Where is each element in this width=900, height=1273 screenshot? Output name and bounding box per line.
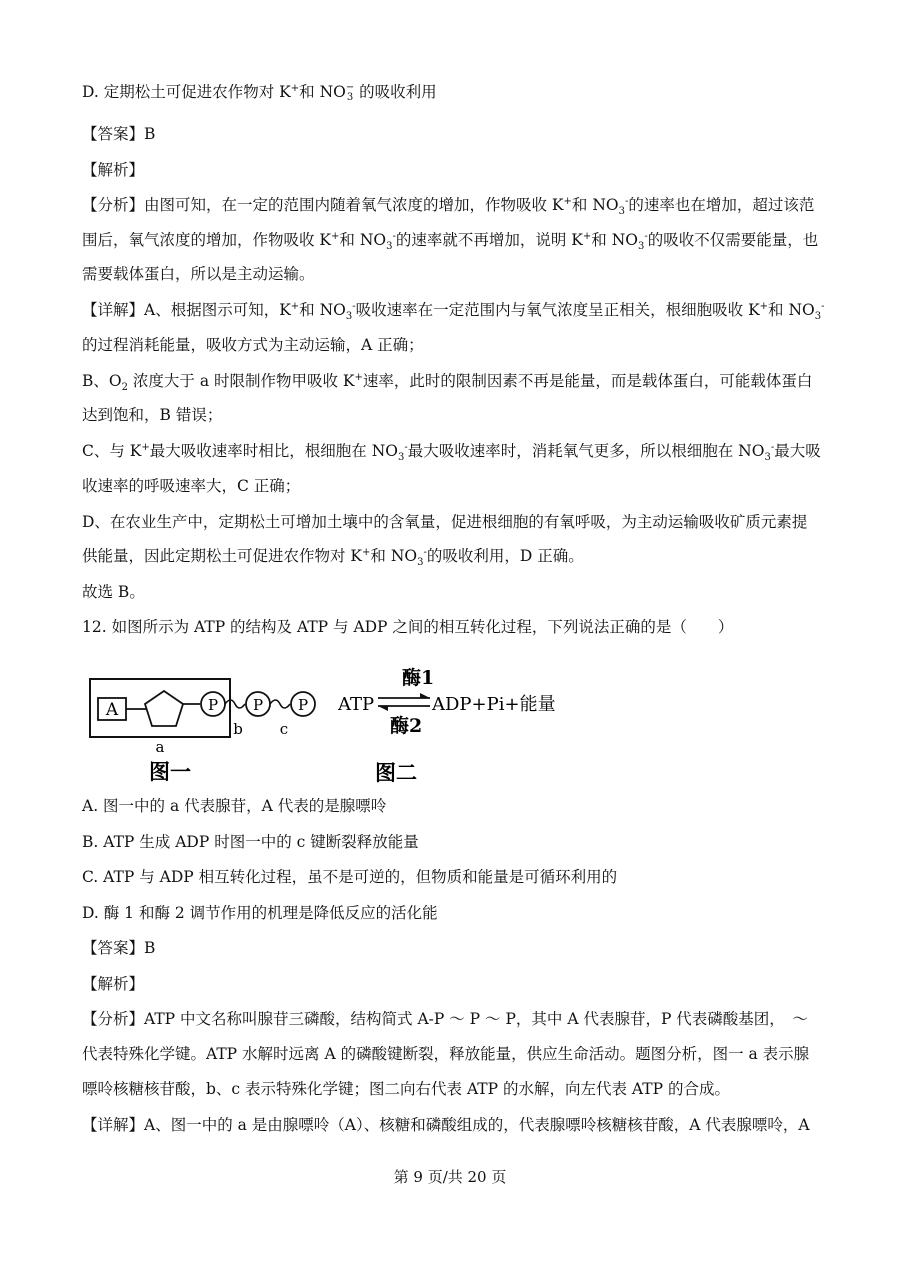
figure-two-right: ADP+Pi+能量 — [432, 694, 556, 715]
q11-detail-p3-l1: B、$O_2$ 浓度大于 a 时限制作物甲吸收 K+速率，此时的限制因素不再是能量，而是载体蛋白，可能载体蛋白 — [82, 371, 813, 394]
figure-two-atp-adp-conversion — [338, 662, 578, 786]
figure-two-left: ATP — [338, 694, 375, 715]
q11-detail-p2-l1: 【详解】A、根据图示可知，K+和 $NO_3^-$吸收速率在一定范围内与氧气浓度呈正相关，根细胞吸收 K+和 $NO_3^-$ — [82, 300, 825, 323]
svg-text:P: P — [297, 696, 309, 714]
q11-detail-p5-l2: 供能量，因此定期松土可促进农作物对 K+和 $NO_3^-$的吸收利用，D 正确。 — [82, 546, 584, 569]
figure-one-bond-b — [225, 700, 245, 708]
q12-analysis-label: 【解析】 — [82, 975, 145, 993]
q11-analysis-label: 【解析】 — [82, 161, 145, 179]
q11-detail-p5-l1: D、在农业生产中，定期松土可增加土壤中的含氧量，促进根细胞的有氧呼吸，为主动运输吸收矿质元素提 — [82, 513, 808, 531]
q11-option-d: D. 定期松土可促进农作物对 K+和 NO − 3 的吸收利用 — [82, 82, 437, 103]
figure-one-label-b: b — [233, 720, 243, 738]
q11-detail-p4-l2: 收速率的呼吸速率大，C 正确； — [82, 477, 301, 495]
q11-detail-p3-l2: 达到饱和，B 错误； — [82, 406, 223, 424]
q11-analysis-p1-l2: 围后，氧气浓度的增加，作物吸收 K+和 $NO_3^-$的速率就不再增加，说明 K+和 $NO_3^-$的吸收不仅需要能量，也 — [82, 230, 819, 253]
figure-two-caption: 图二 — [375, 760, 417, 785]
q12-option-d: D. 酶 1 和酶 2 调节作用的机理是降低反应的活化能 — [82, 904, 438, 922]
q11-analysis-p1-l1: 【分析】由图可知，在一定的范围内随着氧气浓度的增加，作物吸收 K+和 $NO_3^-$的速率也在增加，超过该范 — [82, 195, 815, 218]
q12-option-b: B. ATP 生成 ADP 时图一中的 c 键断裂释放能量 — [82, 833, 419, 851]
q11-detail-p2-l2: 的过程消耗能量，吸收方式为主动运输，A 正确； — [82, 336, 424, 354]
svg-text:P: P — [207, 696, 219, 714]
figure-one-label-c: c — [279, 720, 289, 738]
svg-text:P: P — [252, 696, 264, 714]
q12-analysis-p1-l2: 代表特殊化学键。ATP 水解时远离 A 的磷酸键断裂，释放能量，供应生命活动。题图分析，图一 a 表示腺 — [82, 1045, 810, 1063]
q12-option-c: C. ATP 与 ADP 相互转化过程，虽不是可逆的，但物质和能量是可循环利用的 — [82, 868, 618, 886]
figure-one-atp-structure — [88, 676, 338, 786]
figure-two-reverse-arrow — [378, 706, 388, 711]
q12-analysis-p1-l3: 嘌呤核糖核苷酸，b、c 表示特殊化学键；图二向右代表 ATP 的水解，向左代表 ATP 的合成。 — [82, 1080, 730, 1098]
q12-detail-p2-l1: 【详解】A、图一中的 a 是由腺嘌呤（A）、核糖和磷酸组成的，代表腺嘌呤核糖核苷酸，A 代表腺嘌呤，A — [82, 1116, 810, 1134]
q11-detail-p4-l1: C、与 K+最大吸收速率时相比，根细胞在 $NO_3^-$最大吸收速率时，消耗氧气更多，所以根细胞在 $NO_3^-$最大吸 — [82, 441, 821, 464]
figure-one-base-label: A — [105, 700, 119, 720]
q11-answer: 【答案】B — [82, 125, 156, 143]
figure-one-ribose-pentagon — [145, 691, 183, 726]
q12-answer: 【答案】B — [82, 939, 156, 957]
page-footer: 第 9 页/共 20 页 — [393, 1168, 507, 1186]
figure-one-label-a: a — [155, 738, 165, 756]
q12-stem: 12. 如图所示为 ATP 的结构及 ATP 与 ADP 之间的相互转化过程，下列说法正确的是（ ） — [82, 618, 734, 636]
q11-conclusion: 故选 B。 — [82, 583, 145, 601]
figure-two-forward-arrow — [420, 693, 430, 698]
q12-option-a: A. 图一中的 a 代表腺苷，A 代表的是腺嘌呤 — [82, 797, 387, 815]
figure-one-bond-c — [270, 700, 290, 708]
figure-one-caption: 图一 — [149, 759, 191, 784]
figure-two-enzyme-top: 酶1 — [402, 667, 435, 689]
figure-two-enzyme-bottom: 酶2 — [390, 715, 423, 737]
q11-analysis-p1-l3: 需要载体蛋白，所以是主动运输。 — [82, 265, 315, 283]
q12-analysis-p1-l1: 【分析】ATP 中文名称叫腺苷三磷酸，结构简式 A-P ～ P ～ P，其中 A 代表腺苷，P 代表磷酸基团， ～ — [82, 1010, 809, 1028]
